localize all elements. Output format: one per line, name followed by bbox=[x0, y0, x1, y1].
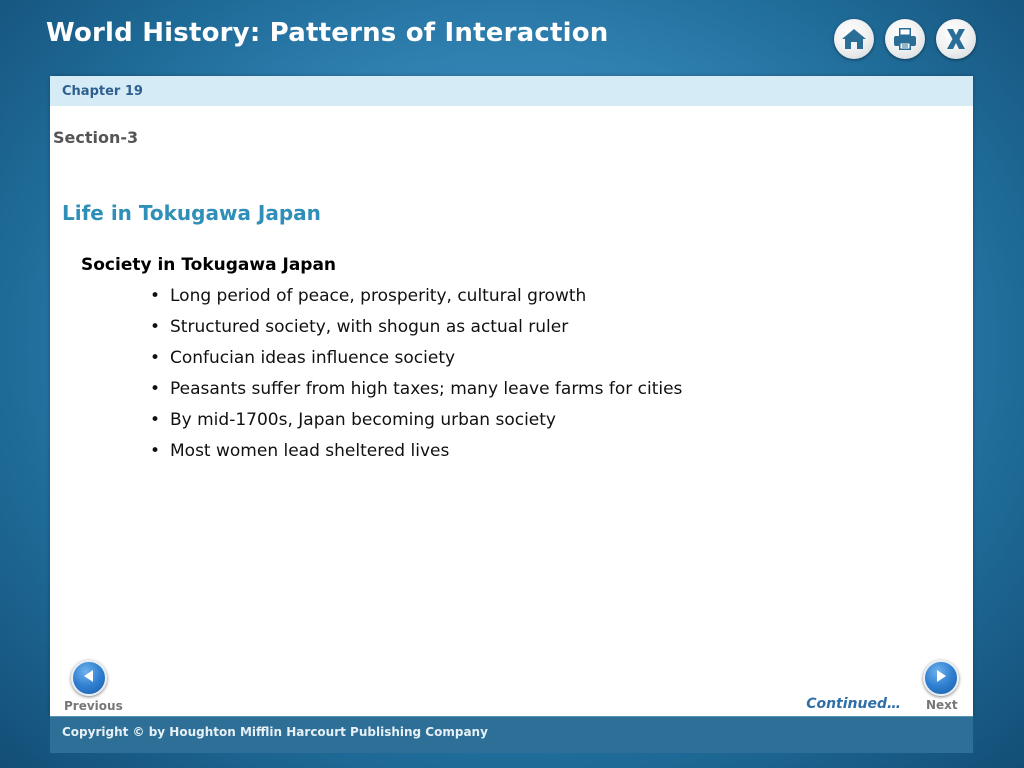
continued-label: Continued… bbox=[806, 696, 901, 712]
app-title: World History: Patterns of Interaction bbox=[46, 18, 609, 48]
section-label: Section-3 bbox=[53, 128, 139, 147]
print-icon bbox=[892, 26, 918, 52]
list-item bbox=[150, 346, 682, 377]
bullet-icon: • bbox=[150, 348, 161, 368]
subheading: Society in Tokugawa Japan bbox=[81, 255, 337, 275]
copyright-text: Copyright © by Houghton Mifflin Harcourt Publishing Company bbox=[62, 725, 488, 739]
bullet-list bbox=[150, 284, 682, 470]
next-label[interactable]: Next bbox=[926, 698, 958, 712]
list-item bbox=[150, 377, 682, 408]
bullet-text: Most women lead sheltered lives bbox=[170, 441, 450, 461]
bullet-icon: • bbox=[150, 441, 161, 461]
chapter-bar bbox=[50, 76, 973, 106]
footer-bar bbox=[50, 716, 973, 753]
list-item bbox=[150, 284, 682, 315]
arrow-left-icon bbox=[81, 668, 97, 688]
bullet-icon: • bbox=[150, 379, 161, 399]
print-button[interactable] bbox=[885, 19, 925, 59]
list-item bbox=[150, 408, 682, 439]
home-button[interactable] bbox=[834, 19, 874, 59]
arrow-right-icon bbox=[933, 668, 949, 688]
bullet-icon: • bbox=[150, 286, 161, 306]
close-button[interactable] bbox=[936, 19, 976, 59]
bullet-text: By mid-1700s, Japan becoming urban society bbox=[170, 410, 556, 430]
chapter-label: Chapter 19 bbox=[62, 84, 143, 99]
home-icon bbox=[841, 27, 867, 51]
bullet-icon: • bbox=[150, 317, 161, 337]
list-item bbox=[150, 439, 682, 470]
content-panel bbox=[50, 76, 973, 716]
bullet-text: Structured society, with shogun as actual ruler bbox=[170, 317, 569, 337]
top-toolbar bbox=[834, 19, 976, 59]
bullet-text: Peasants suffer from high taxes; many leave farms for cities bbox=[170, 379, 683, 399]
previous-label[interactable]: Previous bbox=[64, 699, 123, 713]
bullet-text: Confucian ideas influence society bbox=[170, 348, 456, 368]
list-item bbox=[150, 315, 682, 346]
bullet-icon: • bbox=[150, 410, 161, 430]
previous-button[interactable] bbox=[71, 660, 107, 696]
lesson-title: Life in Tokugawa Japan bbox=[62, 201, 321, 225]
next-button[interactable] bbox=[923, 660, 959, 696]
bullet-text: Long period of peace, prosperity, cultural growth bbox=[170, 286, 587, 306]
close-icon bbox=[943, 26, 969, 52]
